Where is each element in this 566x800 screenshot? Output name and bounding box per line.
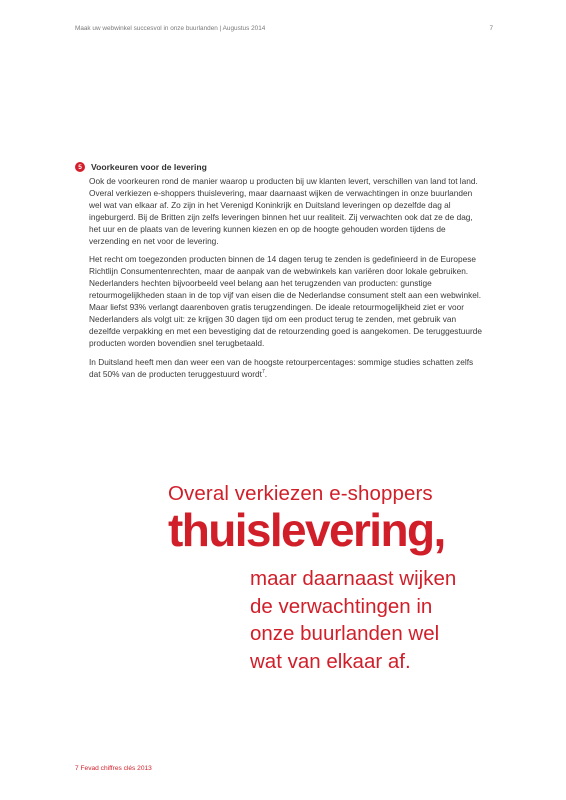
paragraph-3 [89, 357, 485, 381]
pull-quote-line-6: wat van elkaar af. [250, 650, 411, 673]
pull-quote-line-2: thuislevering, [168, 504, 445, 556]
paragraph-2: Het recht om toegezonden producten binnen de 14 dagen terug te zenden is gedefinieerd in de Europese Richtlijn Consumentenrechten, maar de aanpak van de webwinkels kan variëren door lokale gebruiken. Nederlanders hechten bijvoorbeeld veel belang aan het terugzenden van producten: gunstige retourmogelijkheden staan in de top vijf van eisen die de Nederlandse consument stelt aan een webwinkel. Maar liefst 93% verlangt daarenboven gratis terugzendingen. De ideale retourmogelijkheid ziet er voor Nederlanders als volgt uit: ze krijgen 30 dagen tijd om een product terug te zenden, met gebruik van dezelfde verpakking en met een bevestiging dat de retourzending goed is aangekomen. De teruggestuurde producten worden bovendien snel terugbetaald. [89, 254, 482, 348]
header-title: Maak uw webwinkel succesvol in onze buurlanden | Augustus 2014 [75, 25, 266, 32]
pull-quote-line-1: Overal verkiezen e-shoppers [168, 482, 433, 505]
paragraph-3-end: . [264, 368, 268, 379]
footnote-reference: 7 [261, 368, 265, 375]
pull-quote-line-3: maar daarnaast wijken [250, 567, 457, 590]
delivery-preferences-section [75, 162, 485, 388]
section-heading [75, 162, 485, 172]
section-body [75, 176, 485, 381]
pull-quote-line-5: onze buurlanden wel [250, 622, 440, 645]
footnote: 7 Fevad chiffres clés 2013 [75, 765, 152, 772]
page-header [75, 25, 493, 32]
page-number: 7 [489, 25, 493, 32]
pull-quote-line-4: de verwachtingen in [250, 595, 433, 618]
paragraph-1: Ook de voorkeuren rond de manier waarop u producten bij uw klanten levert, verschillen van land tot land. Overal verkiezen e-shoppers thuislevering, maar daarnaast wijken de verwachtingen in onze buurlanden wel wat van elkaar af. Zo zijn in het Verenigd Koninkrijk en Duitsland leveringen op dezelfde dag al ingeburgerd. Bij de Britten zijn zelfs leveringen binnen het uur realiteit. Zij verwachten ook dat ze de dag, het uur en de plaats van de levering kunnen kiezen en op de hoogte gehouden worden tijdens de verzending en net voor de levering. [89, 176, 478, 246]
paragraph-3-text: In Duitsland heeft men dan weer een van de hoogste retourpercentages: sommige studies schatten zelfs dat 50% van de producten teruggestuurd wordt [89, 356, 474, 379]
section-number-badge: 5 [75, 162, 85, 172]
section-title: Voorkeuren voor de levering [91, 162, 207, 172]
